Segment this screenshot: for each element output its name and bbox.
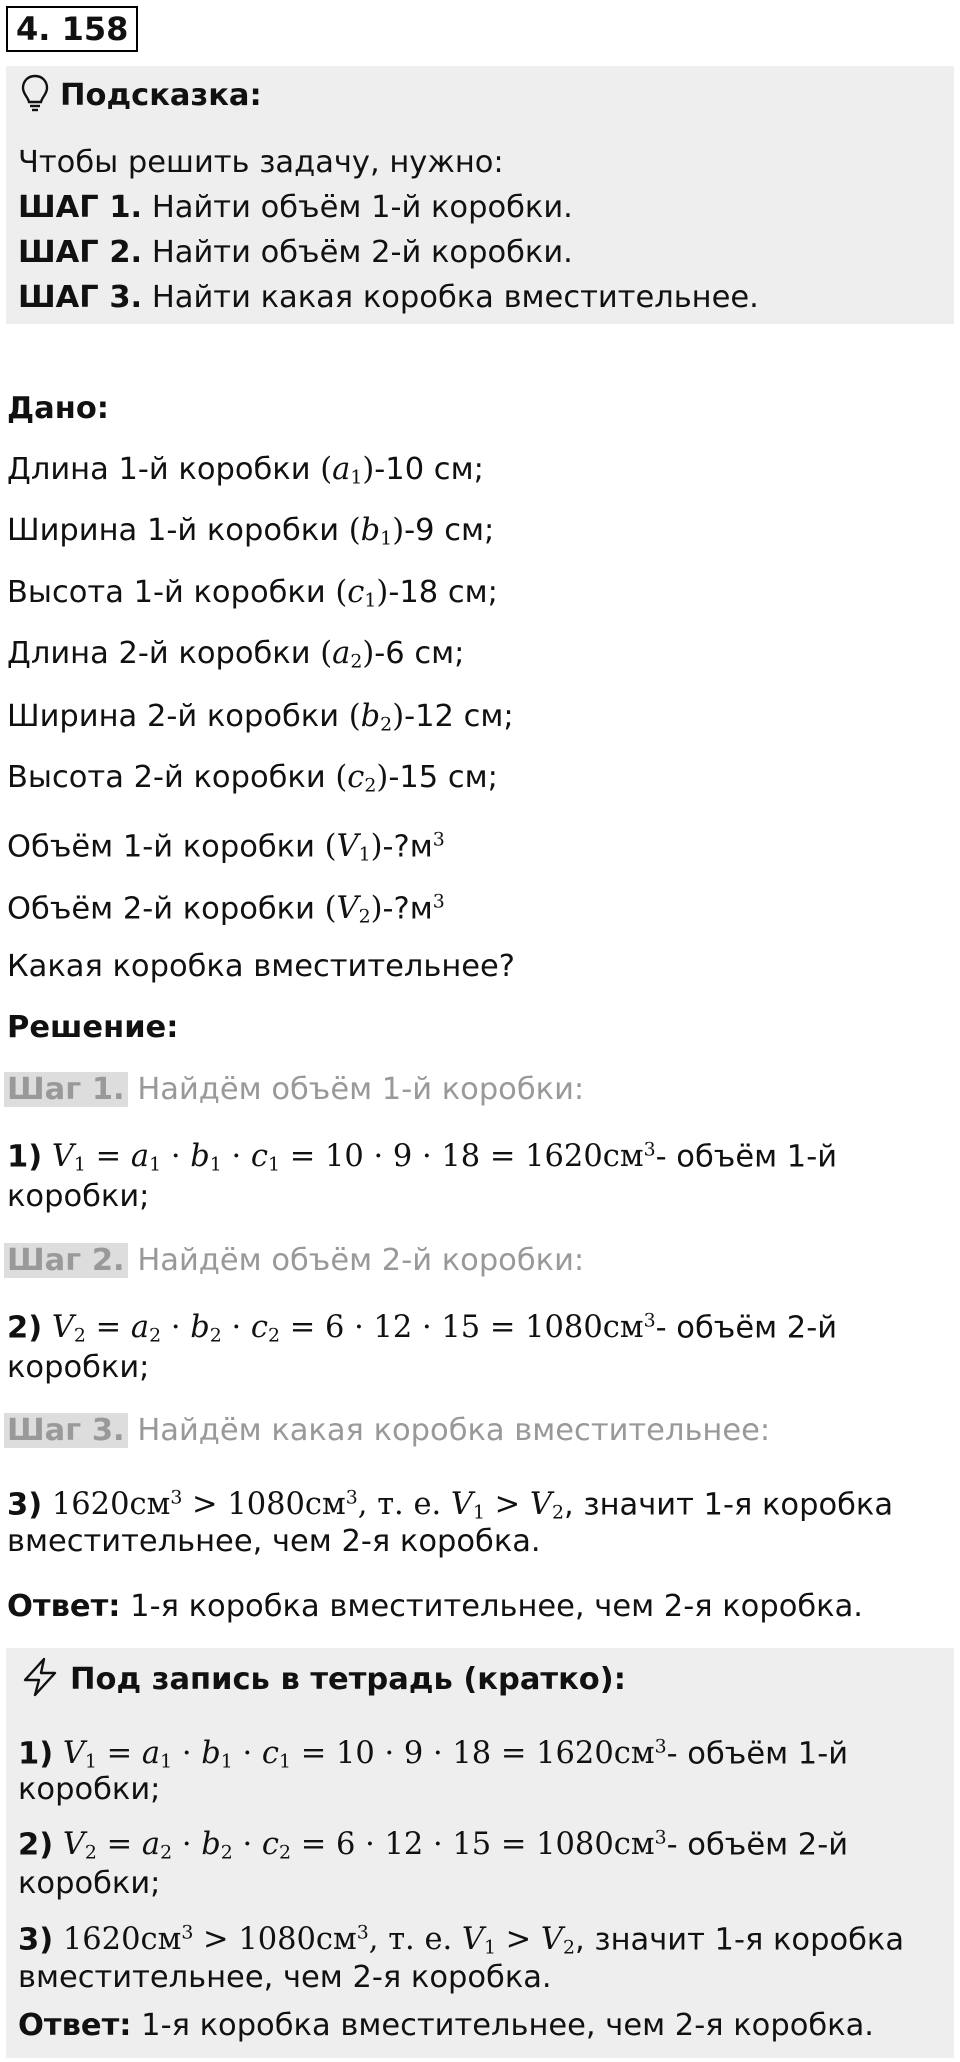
- hint-step-text: Найти объём 2-й коробки.: [142, 235, 573, 270]
- calc-number: 3): [7, 1487, 43, 1523]
- given-text: Высота 1-й коробки: [7, 575, 336, 610]
- hint-title: Подсказка:: [60, 78, 262, 113]
- calc-tail: - объём 1-й: [666, 1736, 849, 1772]
- hint-step-3: [18, 278, 759, 318]
- given-symbol: $(b_1)$: [348, 513, 405, 550]
- given-symbol: $(V_2)$: [324, 891, 383, 929]
- given-power: 3: [432, 891, 445, 913]
- step-text: Найдём объём 2-й коробки:: [127, 1243, 585, 1278]
- given-line: [7, 758, 498, 806]
- answer-text: 1-я коробка вместительнее, чем 2-я коробка.: [120, 1589, 863, 1624]
- calc-formula: $V_1 = a_1 \cdot b_1 \cdot c_1 = 10 \cdot 9 \cdot 18 = 1620см^3$: [62, 1736, 667, 1774]
- calc-tail: - объём 2-й: [655, 1310, 838, 1346]
- answer-label: Ответ:: [18, 2008, 132, 2043]
- calc-tail: , значит 1-я коробка: [575, 1922, 905, 1958]
- calc-number: 3): [18, 1922, 54, 1958]
- given-text: Высота 2-й коробки: [7, 760, 336, 795]
- compare-left: 1620см: [51, 1487, 171, 1523]
- step-label: Шаг 2.: [4, 1243, 128, 1278]
- compare-te: т. е.: [377, 1487, 442, 1523]
- step-label: Шаг 3.: [4, 1413, 128, 1448]
- hint-step-1: [18, 188, 573, 228]
- step-text: Найдём объём 1-й коробки:: [127, 1072, 585, 1107]
- given-symbol: $(b_2)$: [348, 699, 405, 736]
- given-question: Какая коробка вместительнее?: [7, 949, 515, 984]
- calc-power: 3: [643, 1139, 656, 1161]
- given-line: [7, 882, 445, 937]
- given-text: Ширина 1-й коробки: [7, 513, 349, 548]
- solution-title: Решение:: [7, 1010, 179, 1045]
- given-tail: -?м: [382, 891, 433, 927]
- given-tail: -18 см;: [388, 575, 498, 610]
- given-text: Длина 1-й коробки: [7, 452, 321, 487]
- calc-unit: см: [602, 1139, 644, 1175]
- calc-formula: $V_2 = a_2 \cdot b_2 \cdot c_2 = 6 \cdot 12 \cdot 15 = 1080см^3$: [51, 1310, 656, 1348]
- solution-step-3: [7, 1411, 770, 1451]
- answer-text: 1-я коробка вместительнее, чем 2-я коробка.: [131, 2008, 874, 2043]
- notes-calc-3-cont: вместительнее, чем 2-я коробка.: [18, 1960, 552, 1995]
- given-symbol: $(c_2)$: [335, 760, 389, 797]
- compare-te: т. е.: [388, 1922, 453, 1958]
- given-symbol: $(a_2)$: [320, 636, 375, 673]
- given-line: [7, 634, 464, 682]
- compare-right: 1080см: [238, 1922, 357, 1958]
- step-label: Шаг 1.: [4, 1072, 128, 1107]
- step-text: Найдём какая коробка вместительнее:: [127, 1413, 771, 1448]
- calc-number: 1): [18, 1736, 54, 1772]
- solution-step-1: [7, 1070, 584, 1110]
- hint-step-text: Найти какая коробка вместительнее.: [142, 280, 759, 315]
- calc-numbers: 10 · 9 · 18 = 1620: [324, 1139, 603, 1175]
- given-text: Длина 2-й коробки: [7, 636, 321, 671]
- given-tail: -6 см;: [374, 636, 465, 671]
- lightning-icon: [20, 1656, 60, 1698]
- calc-number: 2): [7, 1310, 43, 1346]
- calc-3-cont: вместительнее, чем 2-я коробка.: [7, 1524, 541, 1559]
- calc-numbers: 6 · 12 · 15 = 1080: [335, 1827, 614, 1863]
- calc-tail: , значит 1-я коробка: [564, 1487, 894, 1523]
- calc-2-cont: коробки;: [7, 1350, 150, 1385]
- hint-intro: Чтобы решить задачу, нужно:: [18, 145, 504, 180]
- compare-power: 3: [356, 1922, 369, 1944]
- given-symbol: $(a_1)$: [320, 452, 375, 489]
- calc-tail: - объём 1-й: [655, 1139, 838, 1175]
- given-tail: -12 см;: [404, 699, 514, 734]
- lightbulb-icon: [20, 74, 50, 112]
- problem-number: 4. 158: [6, 6, 138, 52]
- compare-right: 1080см: [227, 1487, 346, 1523]
- calc-number: 1): [7, 1139, 43, 1175]
- given-tail: -10 см;: [374, 452, 484, 487]
- hint-step-label: ШАГ 1.: [18, 190, 143, 225]
- given-line: [7, 820, 445, 875]
- notes-title: Под запись в тетрадь (кратко):: [70, 1662, 626, 1697]
- compare-power: 3: [345, 1487, 358, 1509]
- hint-step-label: ШАГ 2.: [18, 235, 143, 270]
- solution-step-2: [7, 1241, 584, 1281]
- compare-left: 1620см: [62, 1922, 182, 1958]
- calc-formula: $V_1 = a_1 \cdot b_1 \cdot c_1 = 10 \cdot 9 \cdot 18 = 1620см^3$: [51, 1139, 656, 1177]
- given-text: Объём 1-й коробки: [7, 829, 325, 865]
- given-line: [7, 450, 484, 498]
- calc-unit: см: [613, 1827, 655, 1863]
- answer: [7, 1587, 863, 1627]
- given-title: Дано:: [7, 391, 109, 426]
- given-text: Ширина 2-й коробки: [7, 699, 349, 734]
- notes-calc-2-cont: коробки;: [18, 1866, 161, 1901]
- given-line: [7, 697, 514, 745]
- answer-label: Ответ:: [7, 1589, 121, 1624]
- calc-number: 2): [18, 1827, 54, 1863]
- calc-power: 3: [654, 1736, 667, 1758]
- given-symbol: $(V_1)$: [324, 829, 383, 867]
- calc-numbers: 6 · 12 · 15 = 1080: [324, 1310, 603, 1346]
- hint-step-text: Найти объём 1-й коробки.: [142, 190, 573, 225]
- calc-compare: $1620см^3 > 1080см^3$, т. е. $V_1 > V_2$: [62, 1922, 575, 1960]
- given-line: [7, 573, 498, 621]
- calc-numbers: 10 · 9 · 18 = 1620: [335, 1736, 614, 1772]
- notes-calc-1-cont: коробки;: [18, 1772, 161, 1807]
- given-power: 3: [432, 829, 445, 851]
- hint-step-label: ШАГ 3.: [18, 280, 143, 315]
- calc-tail: - объём 2-й: [666, 1827, 849, 1863]
- given-tail: -15 см;: [388, 760, 498, 795]
- calc-formula: $V_2 = a_2 \cdot b_2 \cdot c_2 = 6 \cdot 12 \cdot 15 = 1080см^3$: [62, 1827, 667, 1865]
- hint-step-2: [18, 233, 573, 273]
- calc-1-cont: коробки;: [7, 1179, 150, 1214]
- compare-power: 3: [181, 1922, 194, 1944]
- compare-power: 3: [170, 1487, 183, 1509]
- given-symbol: $(c_1)$: [335, 575, 389, 612]
- given-tail: -9 см;: [404, 513, 495, 548]
- notes-answer: [18, 2006, 874, 2046]
- given-text: Объём 2-й коробки: [7, 891, 325, 927]
- given-line: [7, 511, 494, 559]
- calc-power: 3: [643, 1310, 656, 1332]
- calc-compare: $1620см^3 > 1080см^3$, т. е. $V_1 > V_2$: [51, 1487, 564, 1525]
- calc-unit: см: [602, 1310, 644, 1346]
- calc-power: 3: [654, 1827, 667, 1849]
- given-tail: -?м: [382, 829, 433, 865]
- calc-unit: см: [613, 1736, 655, 1772]
